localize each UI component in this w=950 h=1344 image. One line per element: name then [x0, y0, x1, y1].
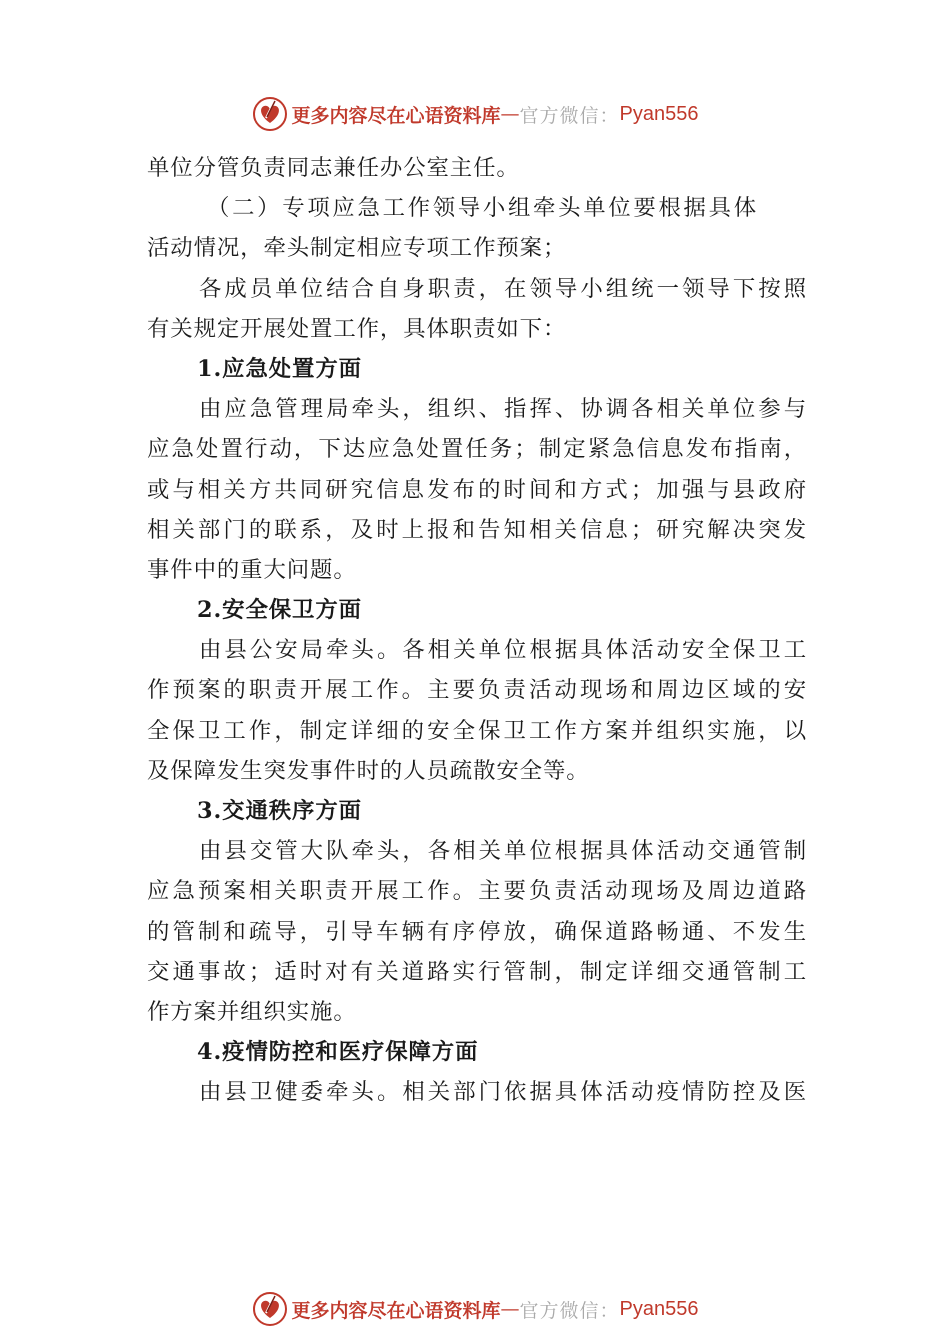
text-line: 交通事故；适时对有关道路实行管制，制定详细交通管制工	[147, 958, 807, 985]
heart-logo-icon	[252, 96, 288, 132]
text-line: （二）专项应急工作领导小组牵头单位要根据具体	[207, 195, 757, 222]
text-line: 有关规定开展处置工作，具体职责如下：	[147, 315, 567, 342]
watermark-label: 官方微信：	[519, 1299, 620, 1322]
watermark-id: Pyan556	[619, 1297, 699, 1320]
watermark-main-text: 更多内容尽在心语资料库	[291, 104, 501, 127]
text-line: 活动情况，牵头制定相应专项工作预案；	[147, 235, 567, 262]
section-heading: 1.应急处置方面	[197, 355, 362, 382]
watermark-id: Pyan556	[619, 102, 699, 125]
text-line: 相关部门的联系，及时上报和告知相关信息；研究解决突发	[147, 516, 807, 543]
text-line: 应急预案相关职责开展工作。主要负责活动现场及周边道路	[147, 878, 807, 905]
section-heading: 4.疫情防控和医疗保障方面	[197, 1039, 479, 1066]
document-body	[147, 148, 807, 1113]
watermark-main-text: 更多内容尽在心语资料库	[291, 1299, 501, 1322]
text-line: 应急处置行动，下达应急处置任务；制定紧急信息发布指南，	[147, 436, 807, 463]
text-line: 由县公安局牵头。各相关单位根据具体活动安全保卫工	[199, 637, 807, 664]
watermark-top	[0, 94, 950, 134]
text-line: 单位分管负责同志兼任办公室主任。	[147, 155, 520, 181]
text-line: 事件中的重大问题。	[147, 556, 357, 583]
text-line: 各成员单位结合自身职责，在领导小组统一领导下按照	[199, 275, 807, 302]
text-line: 由县交管大队牵头，各相关单位根据具体活动交通管制	[199, 838, 807, 865]
text-line: 的管制和疏导，引导车辆有序停放，确保道路畅通、不发生	[147, 918, 807, 945]
text-line: 由县卫健委牵头。相关部门依据具体活动疫情防控及医	[199, 1079, 807, 1106]
text-line: 作预案的职责开展工作。主要负责活动现场和周边区域的安	[147, 677, 807, 704]
section-heading: 3.交通秩序方面	[197, 798, 362, 824]
text-line: 由应急管理局牵头，组织、指挥、协调各相关单位参与	[199, 396, 807, 423]
watermark-dash: —	[500, 1298, 520, 1320]
heart-logo-icon	[252, 1291, 288, 1327]
text-line: 全保卫工作，制定详细的安全保卫工作方案并组织实施，以	[147, 717, 807, 744]
text-line: 及保障发生突发事件时的人员疏散安全等。	[147, 757, 590, 784]
text-line: 作方案并组织实施。	[147, 998, 357, 1025]
text-line: 或与相关方共同研究信息发布的时间和方式；加强与县政府	[147, 476, 807, 503]
watermark-dash: —	[500, 103, 520, 125]
watermark-bottom	[0, 1289, 950, 1329]
section-heading: 2.安全保卫方面	[197, 597, 362, 624]
watermark-label: 官方微信：	[519, 104, 620, 127]
